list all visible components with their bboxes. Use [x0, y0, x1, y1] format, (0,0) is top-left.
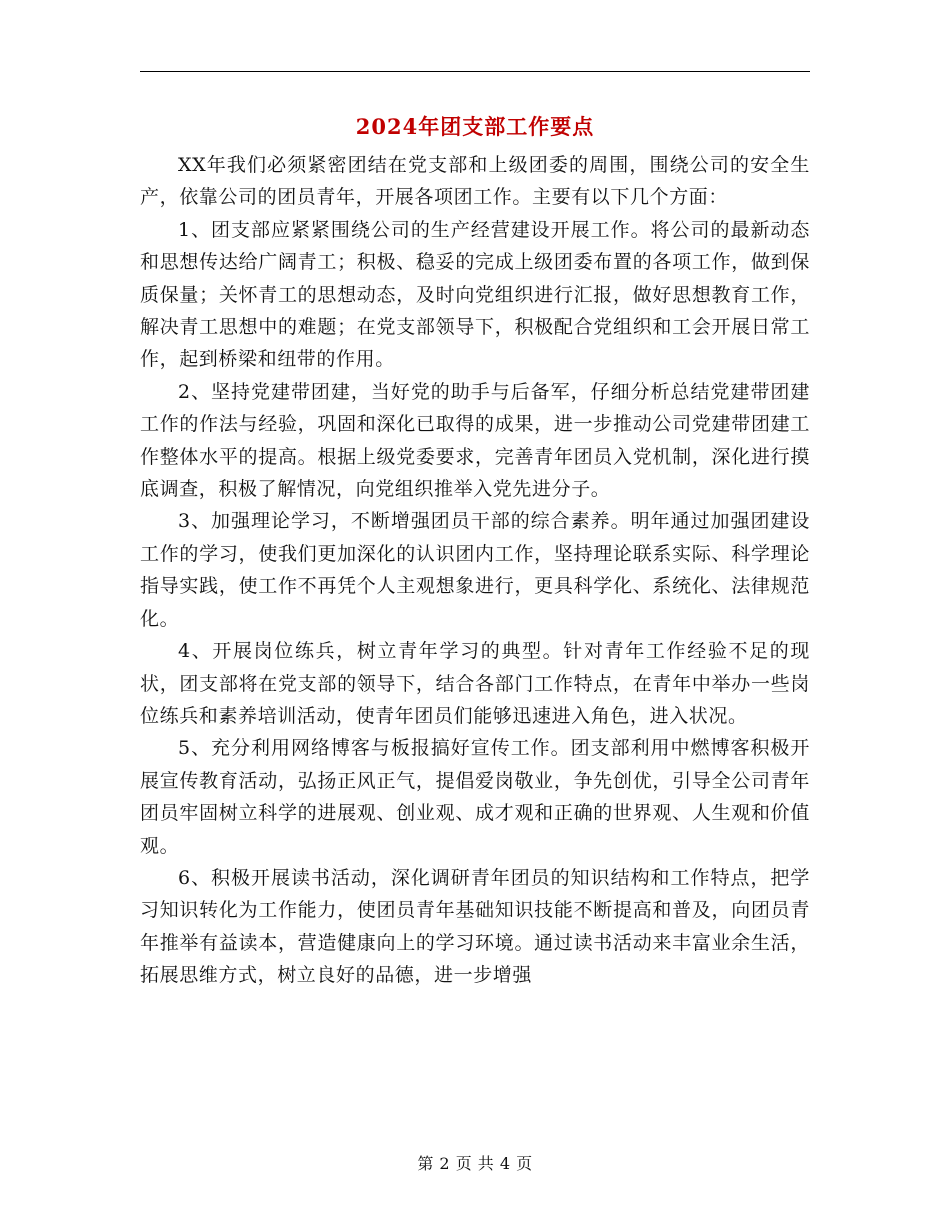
page-number-footer: 第 2 页 共 4 页 — [417, 1154, 533, 1173]
paragraph-item-3: 3、加强理论学习，不断增强团员干部的综合素养。明年通过加强团建设工作的学习，使我们更加深化的认识团内工作，坚持理论联系实际、科学理论指导实践，使工作不再凭个人主观想象进行，更具科学化、系统化、法律规范化。 — [140, 510, 810, 630]
paragraph-item-2: 2、坚持党建带团建，当好党的助手与后备军，仔细分析总结党建带团建工作的作法与经验，巩固和深化已取得的成果，进一步推动公司党建带团建工作整体水平的提高。根据上级党委要求，完善青年团员入党机制，深化进行摸底调查，积极了解情况，向党组织推举入党先进分子。 — [140, 380, 810, 501]
document-body — [140, 149, 810, 992]
paragraph-item-1: 1、团支部应紧紧围绕公司的生产经营建设开展工作。将公司的最新动态和思想传达给广阔青工；积极、稳妥的完成上级团委布置的各项工作，做到保质保量；关怀青工的思想动态，及时向党组织进行汇报，做好思想教育工作，解决青工思想中的难题；在党支部领导下，积极配合党组织和工会开展日常工作，起到桥梁和纽带的作用。 — [140, 218, 810, 371]
paragraph-item-5: 5、充分利用网络博客与板报搞好宣传工作。团支部利用中燃博客积极开展宣传教育活动，弘扬正风正气，提倡爱岗敬业，争先创优，引导全公司青年团员牢固树立科学的进展观、创业观、成才观和正确的世界观、人生观和价值观。 — [140, 737, 810, 857]
paragraph-intro: XX年我们必须紧密团结在党支部和上级团委的周围，围绕公司的安全生产，依靠公司的团员青年，开展各项团工作。主要有以下几个方面： — [140, 154, 810, 209]
paragraph-item-6: 6、积极开展读书活动，深化调研青年团员的知识结构和工作特点，把学习知识转化为工作能力，使团员青年基础知识技能不断提高和普及，向团员青年推举有益读本，营造健康向上的学习环境。通过读书活动来丰富业余生活，拓展思维方式，树立良好的品德，进一步增强 — [140, 866, 810, 987]
paragraph-item-4: 4、开展岗位练兵，树立青年学习的典型。针对青年工作经验不足的现状，团支部将在党支部的领导下，结合各部门工作特点，在青年中举办一些岗位练兵和素养培训活动，使青年团员们能够迅速进入角色，进入状况。 — [140, 640, 810, 727]
document-title: 2024年团支部工作要点 — [355, 114, 595, 139]
header-rule — [140, 71, 810, 72]
